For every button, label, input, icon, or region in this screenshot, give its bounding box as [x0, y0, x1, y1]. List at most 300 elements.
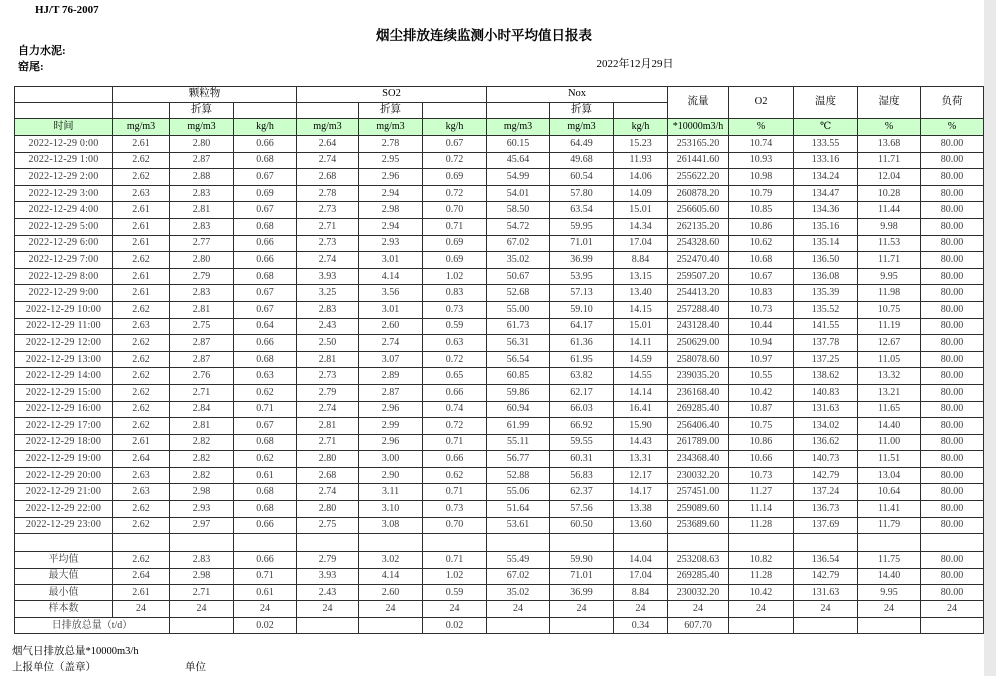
value-cell: 236168.40: [668, 384, 729, 401]
value-cell: 137.69: [794, 517, 858, 534]
value-cell: 137.25: [794, 351, 858, 368]
value-cell: 2.73: [297, 235, 359, 252]
value-cell: 0.67: [234, 285, 297, 302]
company-label: 自力水泥:: [18, 45, 66, 57]
value-cell: 2.78: [297, 185, 359, 202]
value-cell: [550, 617, 614, 633]
value-cell: 55.00: [487, 301, 550, 318]
table-row: [15, 202, 984, 219]
value-cell: 13.32: [858, 368, 921, 385]
value-cell: 10.62: [729, 235, 794, 252]
value-cell: 80.00: [921, 585, 984, 601]
unit-cell: %: [729, 119, 794, 136]
value-cell: 80.00: [921, 169, 984, 186]
value-cell: 0.66: [234, 235, 297, 252]
value-cell: 0.61: [234, 585, 297, 601]
doc-code: HJ/T 76-2007: [35, 4, 99, 16]
value-cell: 10.94: [729, 335, 794, 352]
unit-cell: mg/m3: [297, 119, 359, 136]
value-cell: 2.64: [113, 451, 170, 468]
value-cell: 262135.20: [668, 218, 729, 235]
blank-row: [15, 534, 984, 552]
value-cell: 135.14: [794, 235, 858, 252]
value-cell: 2.80: [297, 501, 359, 518]
value-cell: 3.11: [359, 484, 423, 501]
value-cell: 10.86: [729, 218, 794, 235]
single-header-cell: 负荷: [921, 87, 984, 119]
value-cell: 10.93: [729, 152, 794, 169]
value-cell: 2.62: [113, 517, 170, 534]
value-cell: 2.90: [359, 467, 423, 484]
value-cell: 2.75: [297, 517, 359, 534]
value-cell: 64.49: [550, 136, 614, 153]
value-cell: 17.04: [614, 235, 668, 252]
header-spacer-cell: [614, 103, 668, 119]
value-cell: 253689.60: [668, 517, 729, 534]
value-cell: 2.63: [113, 467, 170, 484]
value-cell: 56.77: [487, 451, 550, 468]
value-cell: 2.62: [113, 552, 170, 568]
value-cell: 24: [668, 601, 729, 617]
value-cell: 2.62: [113, 401, 170, 418]
table-row: [15, 368, 984, 385]
table-row: [15, 484, 984, 501]
page-title: 烟尘排放连续监测小时平均值日报表: [376, 28, 592, 43]
table-row: [15, 501, 984, 518]
value-cell: 11.14: [729, 501, 794, 518]
value-cell: 2.71: [297, 434, 359, 451]
report-date: 2022年12月29日: [596, 58, 674, 70]
value-cell: 80.00: [921, 301, 984, 318]
value-cell: 0.83: [423, 285, 487, 302]
value-cell: 2.61: [113, 235, 170, 252]
value-cell: 11.44: [858, 202, 921, 219]
unit-cell: mg/m3: [170, 119, 234, 136]
value-cell: 14.11: [614, 335, 668, 352]
time-cell: 2022-12-29 11:00: [15, 318, 113, 335]
value-cell: 24: [423, 601, 487, 617]
value-cell: 0.72: [423, 185, 487, 202]
value-cell: 0.72: [423, 152, 487, 169]
value-cell: 0.66: [234, 335, 297, 352]
value-cell: 0.68: [234, 351, 297, 368]
value-cell: 0.74: [423, 401, 487, 418]
value-cell: 2.61: [113, 434, 170, 451]
value-cell: 2.62: [113, 384, 170, 401]
value-cell: 0.68: [234, 434, 297, 451]
table-row: [15, 285, 984, 302]
value-cell: 55.06: [487, 484, 550, 501]
table-row: [15, 301, 984, 318]
value-cell: 243128.40: [668, 318, 729, 335]
value-cell: 24: [794, 601, 858, 617]
unit-label: 单位: [185, 662, 206, 673]
value-cell: 136.54: [794, 552, 858, 568]
value-cell: 2.97: [170, 517, 234, 534]
value-cell: 269285.40: [668, 568, 729, 584]
value-cell: 135.52: [794, 301, 858, 318]
value-cell: 2.81: [297, 351, 359, 368]
value-cell: [359, 617, 423, 633]
value-cell: 80.00: [921, 136, 984, 153]
value-cell: 11.75: [858, 552, 921, 568]
table-row: [15, 136, 984, 153]
table-row: [15, 252, 984, 269]
value-cell: 1.02: [423, 268, 487, 285]
table-row: [15, 268, 984, 285]
value-cell: 140.83: [794, 384, 858, 401]
value-cell: 0.62: [234, 384, 297, 401]
value-cell: 2.71: [170, 585, 234, 601]
footnote: 烟气日排放总量*10000m3/h: [12, 646, 139, 657]
value-cell: 2.78: [359, 136, 423, 153]
value-cell: 0.69: [234, 185, 297, 202]
value-cell: 2.83: [297, 301, 359, 318]
value-cell: 35.02: [487, 252, 550, 269]
value-cell: 51.64: [487, 501, 550, 518]
value-cell: 13.21: [858, 384, 921, 401]
value-cell: 53.61: [487, 517, 550, 534]
value-cell: 257451.00: [668, 484, 729, 501]
report-table-body: [15, 87, 984, 634]
value-cell: 254413.20: [668, 285, 729, 302]
value-cell: 2.61: [113, 585, 170, 601]
unit-cell: %: [921, 119, 984, 136]
value-cell: 0.67: [234, 169, 297, 186]
summary-row: [15, 601, 984, 617]
header-spacer-cell: [234, 103, 297, 119]
value-cell: 10.73: [729, 467, 794, 484]
value-cell: 0.66: [423, 384, 487, 401]
value-cell: 10.44: [729, 318, 794, 335]
time-cell: 2022-12-29 21:00: [15, 484, 113, 501]
value-cell: 0.71: [234, 401, 297, 418]
value-cell: 2.61: [113, 202, 170, 219]
value-cell: 15.23: [614, 136, 668, 153]
value-cell: 3.02: [359, 552, 423, 568]
value-cell: 14.34: [614, 218, 668, 235]
value-cell: 11.53: [858, 235, 921, 252]
value-cell: 0.69: [423, 235, 487, 252]
value-cell: 2.62: [113, 335, 170, 352]
value-cell: 61.73: [487, 318, 550, 335]
value-cell: 63.82: [550, 368, 614, 385]
table-row: [15, 218, 984, 235]
value-cell: 13.04: [858, 467, 921, 484]
value-cell: 142.79: [794, 467, 858, 484]
value-cell: 24: [614, 601, 668, 617]
value-cell: 0.71: [423, 218, 487, 235]
value-cell: 10.82: [729, 552, 794, 568]
value-cell: 0.64: [234, 318, 297, 335]
value-cell: 607.70: [668, 617, 729, 633]
value-cell: 14.43: [614, 434, 668, 451]
value-cell: 2.95: [359, 152, 423, 169]
value-cell: 2.62: [113, 252, 170, 269]
value-cell: 2.83: [170, 552, 234, 568]
value-cell: 131.63: [794, 585, 858, 601]
value-cell: 2.80: [170, 252, 234, 269]
value-cell: 0.73: [423, 301, 487, 318]
value-cell: 10.83: [729, 285, 794, 302]
value-cell: 80.00: [921, 434, 984, 451]
value-cell: 61.36: [550, 335, 614, 352]
value-cell: 10.68: [729, 252, 794, 269]
table-row: [15, 384, 984, 401]
value-cell: 2.68: [297, 169, 359, 186]
daily-total-label-cell: 日排放总量（t/d）: [15, 617, 170, 633]
value-cell: 10.66: [729, 451, 794, 468]
value-cell: 138.62: [794, 368, 858, 385]
unit-cell: kg/h: [614, 119, 668, 136]
value-cell: 11.00: [858, 434, 921, 451]
value-cell: 2.96: [359, 169, 423, 186]
value-cell: 11.71: [858, 252, 921, 269]
value-cell: 2.89: [359, 368, 423, 385]
value-cell: 62.17: [550, 384, 614, 401]
value-cell: 10.42: [729, 384, 794, 401]
header-row-groups: [15, 87, 984, 103]
value-cell: 0.63: [423, 335, 487, 352]
time-cell: 2022-12-29 19:00: [15, 451, 113, 468]
value-cell: 0.02: [234, 617, 297, 633]
value-cell: [297, 617, 359, 633]
value-cell: 2.98: [170, 484, 234, 501]
time-cell: 2022-12-29 8:00: [15, 268, 113, 285]
value-cell: 80.00: [921, 318, 984, 335]
time-header-cell: 时间: [15, 119, 113, 136]
table-row: [15, 517, 984, 534]
value-cell: 80.00: [921, 517, 984, 534]
value-cell: 13.38: [614, 501, 668, 518]
time-cell: 2022-12-29 7:00: [15, 252, 113, 269]
time-cell: 2022-12-29 10:00: [15, 301, 113, 318]
time-cell: 2022-12-29 16:00: [15, 401, 113, 418]
value-cell: 24: [359, 601, 423, 617]
value-cell: 3.93: [297, 268, 359, 285]
blank-cell: [921, 534, 984, 552]
value-cell: 141.55: [794, 318, 858, 335]
value-cell: 2.79: [297, 552, 359, 568]
value-cell: 2.96: [359, 434, 423, 451]
value-cell: 80.00: [921, 484, 984, 501]
value-cell: 2.84: [170, 401, 234, 418]
value-cell: 56.54: [487, 351, 550, 368]
value-cell: 60.31: [550, 451, 614, 468]
value-cell: 3.01: [359, 252, 423, 269]
value-cell: 0.70: [423, 202, 487, 219]
converted-header-cell: 折算: [170, 103, 234, 119]
value-cell: 0.66: [234, 552, 297, 568]
value-cell: 3.00: [359, 451, 423, 468]
value-cell: 2.93: [359, 235, 423, 252]
value-cell: 0.67: [234, 418, 297, 435]
value-cell: 2.87: [170, 335, 234, 352]
blank-cell: [359, 534, 423, 552]
value-cell: 80.00: [921, 235, 984, 252]
units-row: [15, 119, 984, 136]
value-cell: 2.79: [170, 268, 234, 285]
value-cell: 12.67: [858, 335, 921, 352]
value-cell: 2.74: [297, 401, 359, 418]
value-cell: 80.00: [921, 501, 984, 518]
value-cell: 0.02: [423, 617, 487, 633]
value-cell: 59.55: [550, 434, 614, 451]
value-cell: 11.79: [858, 517, 921, 534]
blank-cell: [234, 534, 297, 552]
value-cell: 2.87: [170, 152, 234, 169]
group-header-cell: SO2: [297, 87, 487, 103]
value-cell: 14.40: [858, 418, 921, 435]
value-cell: 54.01: [487, 185, 550, 202]
value-cell: 10.75: [858, 301, 921, 318]
value-cell: 2.79: [297, 384, 359, 401]
value-cell: 2.74: [359, 335, 423, 352]
value-cell: 58.50: [487, 202, 550, 219]
blank-cell: [794, 534, 858, 552]
value-cell: 2.63: [113, 484, 170, 501]
value-cell: 255622.20: [668, 169, 729, 186]
group-header-cell: Nox: [487, 87, 668, 103]
value-cell: 4.14: [359, 568, 423, 584]
table-row: [15, 185, 984, 202]
value-cell: 24: [921, 601, 984, 617]
value-cell: 258078.60: [668, 351, 729, 368]
value-cell: 62.37: [550, 484, 614, 501]
time-cell: 2022-12-29 20:00: [15, 467, 113, 484]
value-cell: 2.87: [359, 384, 423, 401]
value-cell: 2.50: [297, 335, 359, 352]
value-cell: 0.61: [234, 467, 297, 484]
value-cell: 2.98: [170, 568, 234, 584]
value-cell: 2.61: [113, 218, 170, 235]
value-cell: 53.95: [550, 268, 614, 285]
value-cell: 0.66: [234, 517, 297, 534]
value-cell: 2.62: [113, 501, 170, 518]
value-cell: 3.07: [359, 351, 423, 368]
value-cell: 259507.20: [668, 268, 729, 285]
blank-cell: [113, 534, 170, 552]
value-cell: 57.80: [550, 185, 614, 202]
unit-cell: ℃: [794, 119, 858, 136]
value-cell: 11.19: [858, 318, 921, 335]
value-cell: 261789.00: [668, 434, 729, 451]
blank-cell: [550, 534, 614, 552]
value-cell: 14.04: [614, 552, 668, 568]
value-cell: 134.36: [794, 202, 858, 219]
value-cell: 2.68: [297, 467, 359, 484]
value-cell: 136.50: [794, 252, 858, 269]
value-cell: 80.00: [921, 268, 984, 285]
converted-header-cell: 折算: [550, 103, 614, 119]
value-cell: 0.73: [423, 501, 487, 518]
value-cell: 2.43: [297, 318, 359, 335]
value-cell: 54.72: [487, 218, 550, 235]
time-cell: 2022-12-29 6:00: [15, 235, 113, 252]
value-cell: 12.17: [614, 467, 668, 484]
value-cell: 142.79: [794, 568, 858, 584]
value-cell: 135.16: [794, 218, 858, 235]
value-cell: 134.24: [794, 169, 858, 186]
table-row: [15, 169, 984, 186]
value-cell: 253165.20: [668, 136, 729, 153]
value-cell: 24: [113, 601, 170, 617]
single-header-cell: 流量: [668, 87, 729, 119]
value-cell: 10.64: [858, 484, 921, 501]
value-cell: 134.47: [794, 185, 858, 202]
value-cell: 2.63: [113, 318, 170, 335]
value-cell: 0.66: [234, 136, 297, 153]
value-cell: 2.73: [297, 202, 359, 219]
value-cell: 10.85: [729, 202, 794, 219]
value-cell: 80.00: [921, 252, 984, 269]
value-cell: 24: [858, 601, 921, 617]
value-cell: 2.99: [359, 418, 423, 435]
blank-cell: [15, 534, 113, 552]
value-cell: 3.93: [297, 568, 359, 584]
header-spacer-cell: [423, 103, 487, 119]
value-cell: 14.59: [614, 351, 668, 368]
value-cell: 24: [234, 601, 297, 617]
report-unit-label: 上报单位（盖章）: [12, 662, 96, 673]
value-cell: 0.68: [234, 268, 297, 285]
value-cell: 15.90: [614, 418, 668, 435]
time-cell: 2022-12-29 5:00: [15, 218, 113, 235]
time-cell: 2022-12-29 4:00: [15, 202, 113, 219]
time-cell: 2022-12-29 23:00: [15, 517, 113, 534]
unit-cell: mg/m3: [487, 119, 550, 136]
value-cell: 230032.20: [668, 585, 729, 601]
value-cell: 2.76: [170, 368, 234, 385]
value-cell: 2.74: [297, 152, 359, 169]
value-cell: 14.17: [614, 484, 668, 501]
value-cell: 60.15: [487, 136, 550, 153]
value-cell: 9.95: [858, 268, 921, 285]
blank-cell: [668, 534, 729, 552]
value-cell: 136.73: [794, 501, 858, 518]
value-cell: 0.67: [234, 202, 297, 219]
value-cell: 0.72: [423, 418, 487, 435]
blank-cell: [614, 534, 668, 552]
value-cell: 60.54: [550, 169, 614, 186]
value-cell: 2.83: [170, 218, 234, 235]
page-right-gutter: [984, 0, 996, 676]
value-cell: 80.00: [921, 285, 984, 302]
value-cell: 0.62: [234, 451, 297, 468]
value-cell: 0.72: [423, 351, 487, 368]
table-row: [15, 434, 984, 451]
time-cell: 2022-12-29 9:00: [15, 285, 113, 302]
value-cell: 10.75: [729, 418, 794, 435]
value-cell: 11.65: [858, 401, 921, 418]
value-cell: 0.65: [423, 368, 487, 385]
value-cell: 49.68: [550, 152, 614, 169]
value-cell: 10.67: [729, 268, 794, 285]
value-cell: 0.63: [234, 368, 297, 385]
value-cell: 134.02: [794, 418, 858, 435]
value-cell: 61.95: [550, 351, 614, 368]
value-cell: 0.68: [234, 501, 297, 518]
value-cell: 35.02: [487, 585, 550, 601]
value-cell: 136.08: [794, 268, 858, 285]
value-cell: 259089.60: [668, 501, 729, 518]
value-cell: 2.96: [359, 401, 423, 418]
value-cell: 137.78: [794, 335, 858, 352]
unit-cell: kg/h: [423, 119, 487, 136]
value-cell: 0.59: [423, 585, 487, 601]
time-cell: 2022-12-29 0:00: [15, 136, 113, 153]
unit-cell: %: [858, 119, 921, 136]
